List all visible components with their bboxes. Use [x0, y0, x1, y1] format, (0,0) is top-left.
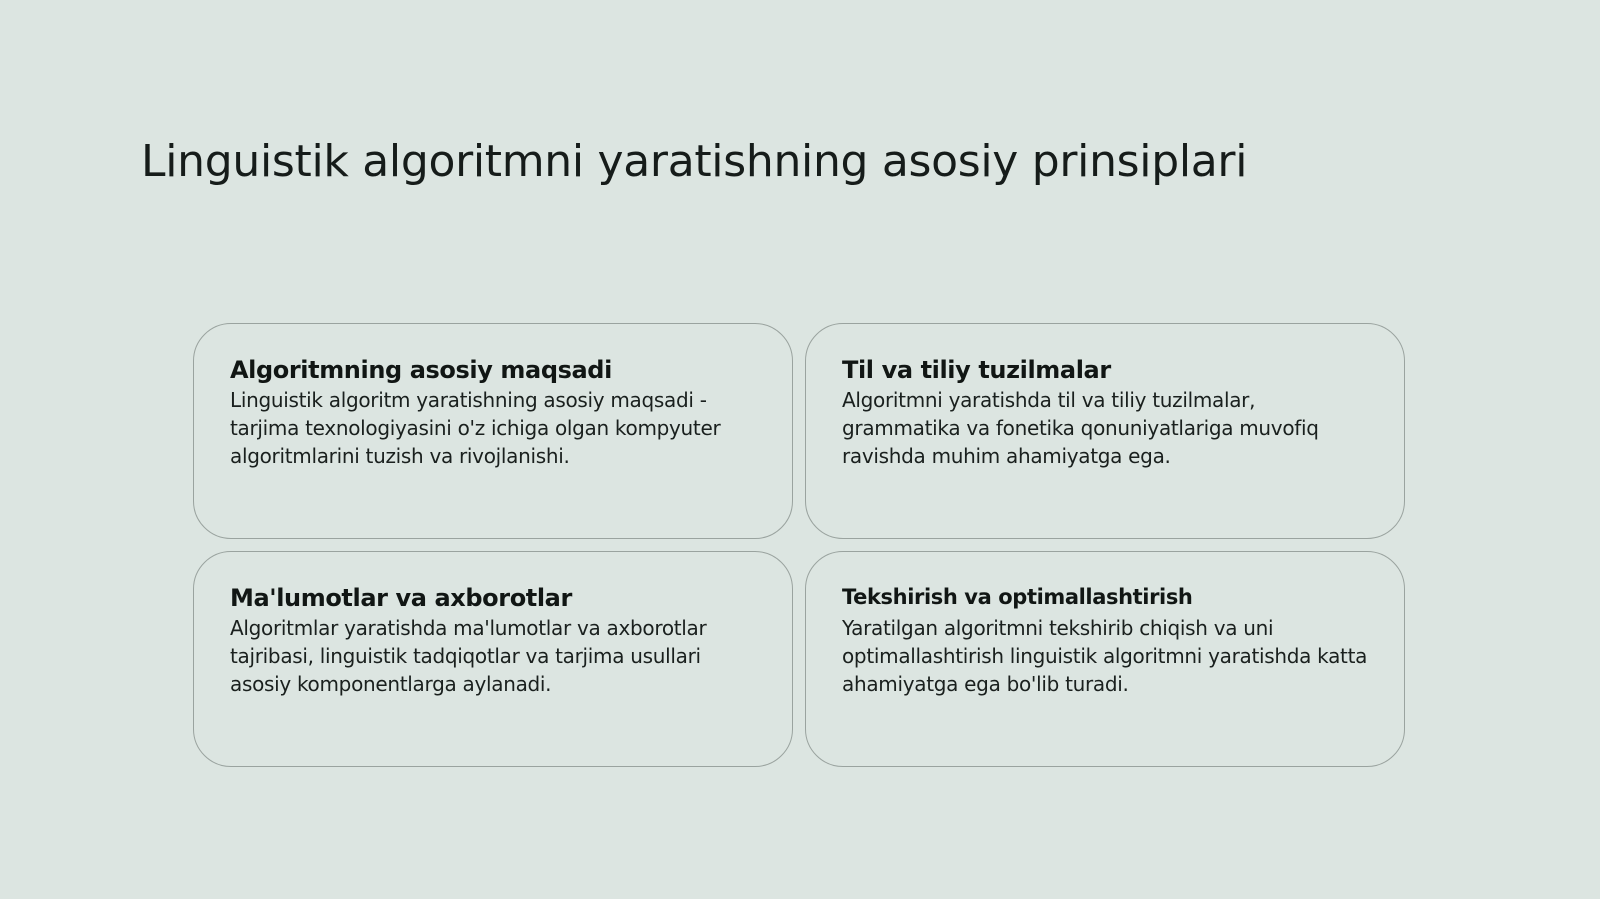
- card-heading: Tekshirish va optimallashtirish: [842, 585, 1193, 609]
- card-testing-optimization: [805, 551, 1405, 767]
- card-body: Algoritmlar yaratishda ma'lumotlar va axborotlar tajribasi, linguistik tadqiqotlar va tarjima usullari asosiy komponentlarga aylanadi.: [230, 616, 707, 696]
- slide-title: Linguistik algoritmni yaratishning asosiy prinsiplari: [141, 136, 1248, 187]
- card-language-structures: [805, 323, 1405, 539]
- card-body: Linguistik algoritm yaratishning asosiy maqsadi - tarjima texnologiyasini o'z ichiga olgan kompyuter algoritmlarini tuzish va rivojlanishi.: [230, 388, 721, 468]
- card-data-information: [193, 551, 793, 767]
- card-body: Yaratilgan algoritmni tekshirib chiqish va uni optimallashtirish linguistik algoritmni yaratishda katta ahamiyatga ega bo'lib turadi.: [842, 616, 1368, 696]
- card-heading: Til va tiliy tuzilmalar: [842, 356, 1111, 384]
- card-heading: Algoritmning asosiy maqsadi: [230, 356, 612, 384]
- card-body: Algoritmni yaratishda til va tiliy tuzilmalar, grammatika va fonetika qonuniyatlariga muvofiq ravishda muhim ahamiyatga ega.: [842, 388, 1319, 468]
- card-algorithm-goal: [193, 323, 793, 539]
- card-heading: Ma'lumotlar va axborotlar: [230, 584, 572, 612]
